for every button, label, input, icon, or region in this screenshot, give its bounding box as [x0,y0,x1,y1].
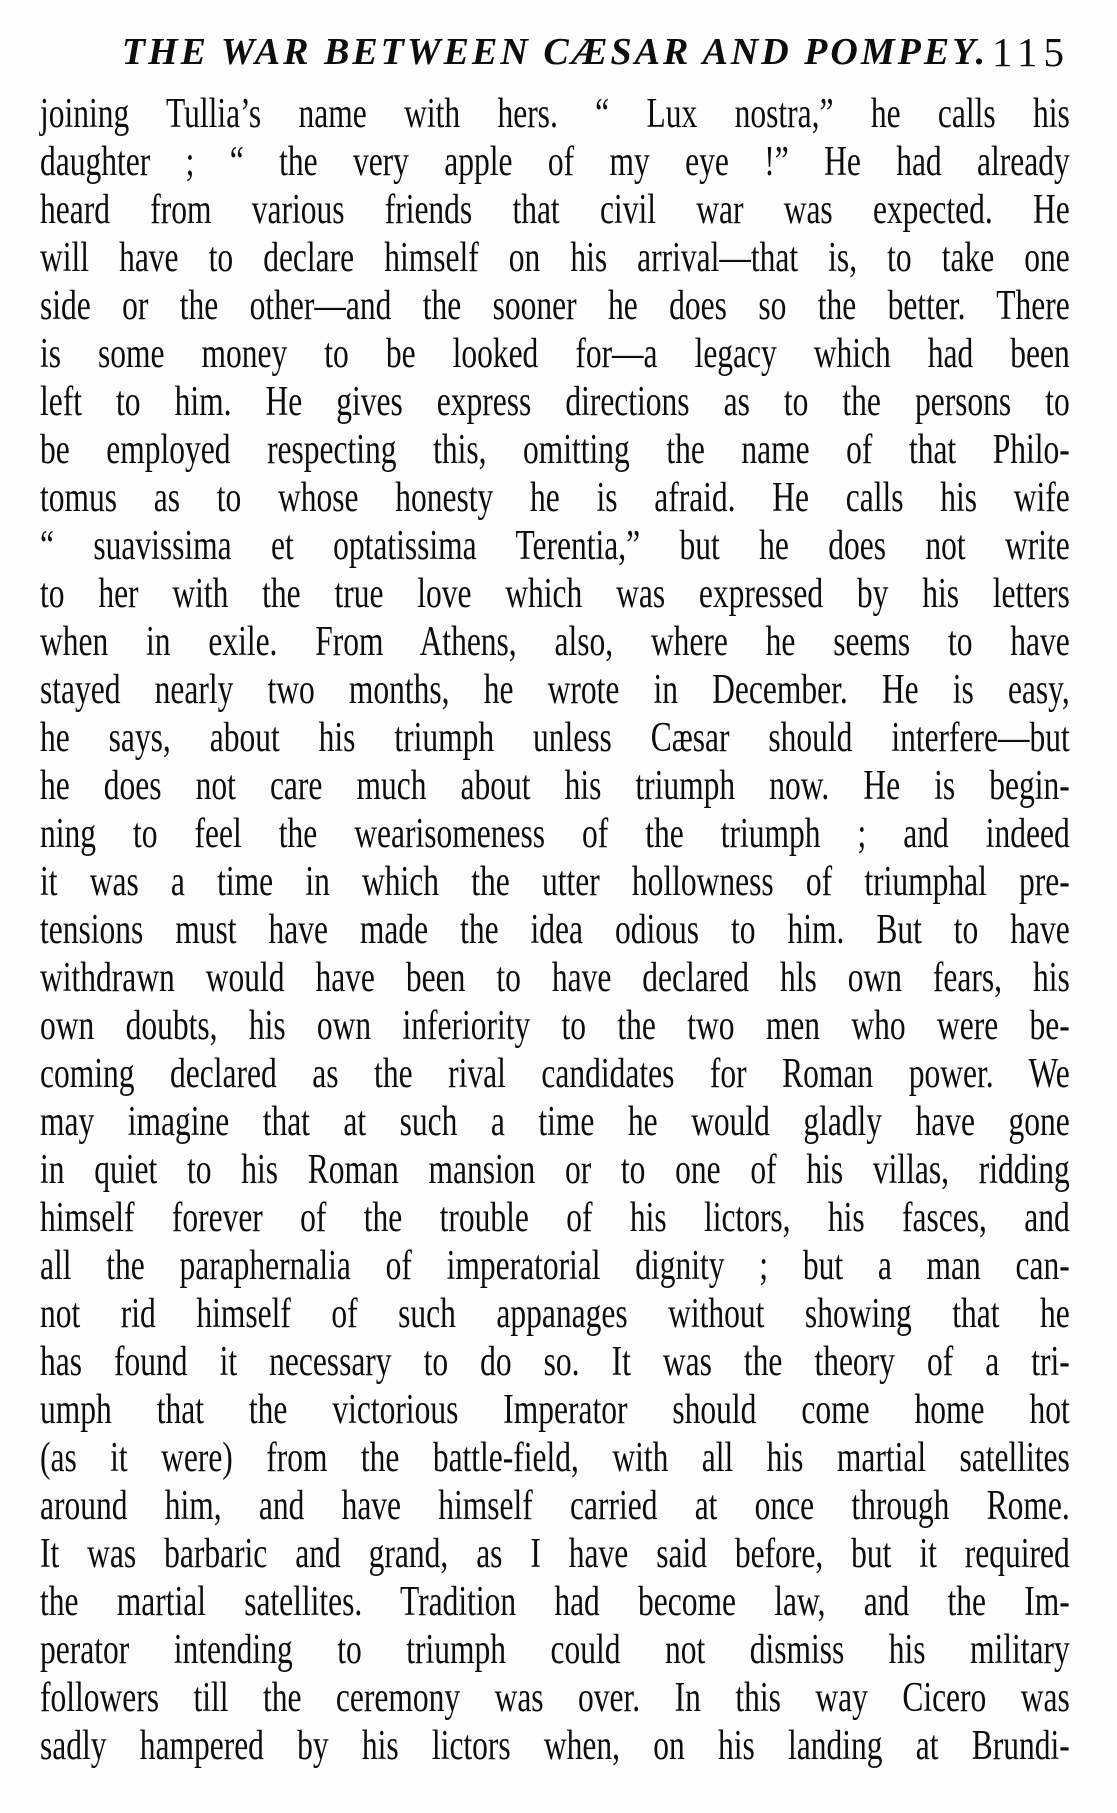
page-header [40,30,1070,80]
text-line: the martial satellites. Tradition had become law, and the Im- [40,1579,1070,1625]
text-line: he says, about his triumph unless Cæsar should interfere—but [40,715,1070,761]
text-line: in quiet to his Roman mansion or to one of his villas, ridding [40,1147,1070,1193]
text-line: around him, and have himself carried at once through Rome. [40,1483,1070,1529]
text-line: is some money to be looked for—a legacy which had been [40,331,1070,377]
text-line: ning to feel the wearisomeness of the triumph ; and indeed [40,811,1070,857]
text-line: has found it necessary to do so. It was the theory of a tri- [40,1339,1070,1385]
text-line: heard from various friends that civil war was expected. He [40,187,1070,233]
text-line: It was barbaric and grand, as I have said before, but it required [40,1531,1070,1577]
text-line: joining Tullia’s name with hers. “ Lux nostra,” he calls his [40,91,1070,137]
text-line: coming declared as the rival candidates for Roman power. We [40,1051,1070,1097]
text-line: withdrawn would have been to have declared hls own fears, his [40,955,1070,1001]
text-line: daughter ; “ the very apple of my eye !” He had already [40,139,1070,185]
text-line: perator intending to triumph could not dismiss his military [40,1627,1070,1673]
text-line: not rid himself of such appanages without showing that he [40,1291,1070,1337]
text-line: left to him. He gives express directions as to the persons to [40,379,1070,425]
text-line: tomus as to whose honesty he is afraid. He calls his wife [40,475,1070,521]
text-line: umph that the victorious Imperator should come home hot [40,1387,1070,1433]
body-text [40,90,1070,1770]
text-line: may imagine that at such a time he would gladly have gone [40,1099,1070,1145]
text-line: side or the other—and the sooner he does so the better. There [40,283,1070,329]
page-number: 115 [992,29,1070,75]
text-line: he does not care much about his triumph now. He is begin- [40,763,1070,809]
text-line: stayed nearly two months, he wrote in December. He is easy, [40,667,1070,713]
text-line: own doubts, his own inferiority to the two men who were be- [40,1003,1070,1049]
text-line: when in exile. From Athens, also, where he seems to have [40,619,1070,665]
text-line: to her with the true love which was expressed by his letters [40,571,1070,617]
text-line: all the paraphernalia of imperatorial dignity ; but a man can- [40,1243,1070,1289]
text-line: sadly hampered by his lictors when, on his landing at Brundi- [40,1723,1070,1769]
text-line: “ suavissima et optatissima Terentia,” but he does not write [40,523,1070,569]
text-line: it was a time in which the utter hollowness of triumphal pre- [40,859,1070,905]
running-title: THE WAR BETWEEN CÆSAR AND POMPEY. [121,31,989,73]
text-line: be employed respecting this, omitting the name of that Philo- [40,427,1070,473]
text-line: followers till the ceremony was over. In this way Cicero was [40,1675,1070,1721]
text-line: tensions must have made the idea odious to him. But to have [40,907,1070,953]
text-line: himself forever of the trouble of his lictors, his fasces, and [40,1195,1070,1241]
text-line: will have to declare himself on his arrival—that is, to take one [40,235,1070,281]
text-line: (as it were) from the battle-field, with all his martial satellites [40,1435,1070,1481]
